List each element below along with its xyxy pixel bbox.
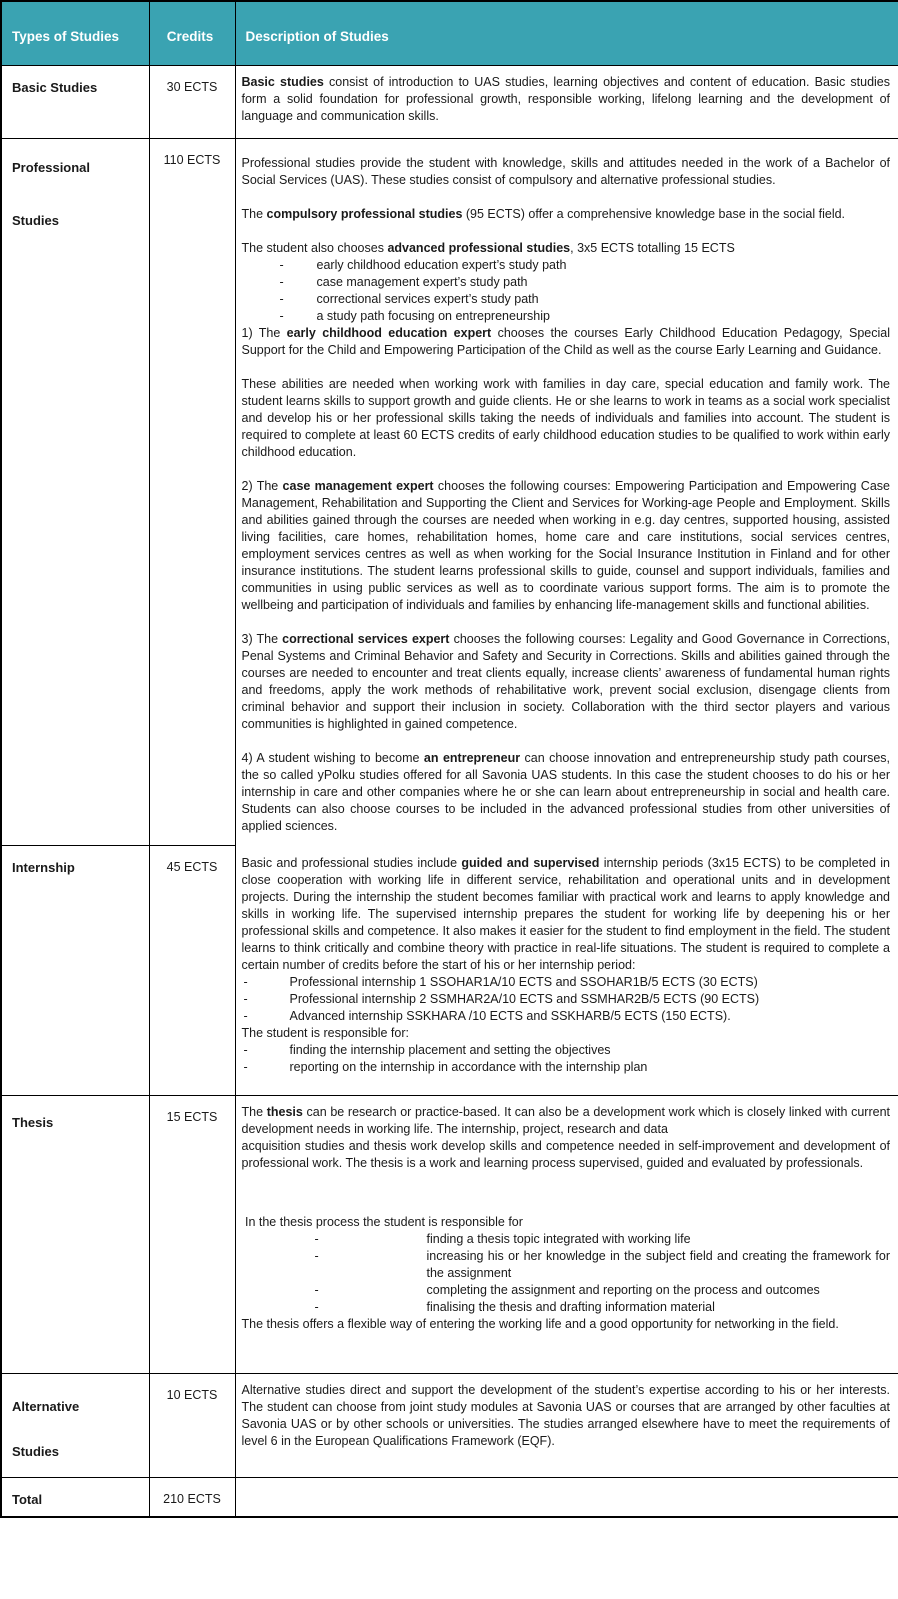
dash-bullet: - — [314, 1299, 319, 1314]
text-run: can choose innovation and entrepreneurship study path courses, the so called yPolku studies offered for all Savonia UAS students. In this case the student chooses to do his or her internship in care and other companies where he or she can learn about entrepreneurship in social and health care. Students can also choose courses to be included in the advanced professional studies from other universities of applied sciences. — [241, 751, 891, 833]
dash-bullet: - — [314, 1282, 319, 1297]
table-row — [1, 845, 898, 1095]
text-run: internship periods (3x15 ECTS) to be completed in close cooperation with working life in different service, rehabilitation and operational units and in development projects. During the internship the student becomes familiar with practical work and learns to apply knowledge and skills in working life. The supervised internship prepares the student for working life by deepening his or her professional skills and competence. It also makes it easier for the student to find employment in the field. The student learns to think critically and combine theory with practice in real-life situations. The student is required to complete a certain number of credits before the start of his or her internship period: — [241, 856, 891, 972]
list-item-text: correctional services expert’s study path — [316, 292, 539, 306]
text-run: chooses the following courses: Legality and Good Governance in Corrections, Penal Systems and Criminal Behavior and Safety and Security in Corrections. Skills and abilities gained through the courses are needed to encounter and treat clients equally, increase clients’ awareness of fundamental human rights and freedoms, apply the work methods of rehabilitative work, prevent social exclusion, disengage clients from criminal behavior and support their inclusion in society. Collaboration with the third sector players and various communities is highlighted in gained competence. — [241, 632, 891, 731]
dash-bullet: - — [279, 309, 284, 323]
list-item-text: finding the internship placement and setting the objectives — [289, 1043, 611, 1057]
dash-bullet: - — [314, 1248, 319, 1263]
bold-text: Basic studies — [241, 75, 324, 89]
credits-value: 210 ECTS — [163, 1491, 221, 1506]
table-row — [1, 1095, 898, 1373]
bold-text: compulsory professional studies — [266, 207, 463, 221]
header-row — [1, 1, 898, 66]
study-type-cell — [1, 1477, 149, 1517]
study-type-label: Basic Studies — [12, 80, 98, 95]
list-item — [242, 1282, 891, 1299]
dash-bullet: - — [243, 975, 248, 989]
paragraph — [242, 1104, 891, 1138]
study-type-label: Alternative — [12, 1398, 80, 1414]
bold-text: correctional services expert — [282, 632, 450, 646]
dash-bullet: - — [243, 1009, 248, 1023]
list-item-text: Professional internship 2 SSMHAR2A/10 ECTS and SSMHAR2B/5 ECTS (90 ECTS) — [289, 992, 760, 1006]
list-item — [242, 274, 891, 291]
text-run: can be research or practice-based. It can also be a development work which is closely linked with current development needs in working life. The internship, project, research and data — [241, 1104, 891, 1136]
list-item-text: finalising the thesis and drafting information material — [426, 1299, 715, 1314]
bullet-list — [242, 974, 891, 1025]
credits-cell — [149, 139, 235, 846]
credits-cell — [149, 1477, 235, 1517]
list-item-text: increasing his or her knowledge in the subject field and creating the framework for the assignment — [426, 1248, 890, 1280]
credits-value: 45 ECTS — [166, 859, 218, 874]
credits-value: 10 ECTS — [166, 1387, 218, 1402]
text-run: , 3x5 ECTS totalling 15 ECTS — [570, 241, 735, 255]
paragraph — [242, 74, 891, 125]
list-item-text: a study path focusing on entrepreneurship — [316, 309, 550, 323]
dash-bullet: - — [243, 992, 248, 1006]
list-item — [242, 1231, 891, 1248]
list-item — [242, 1059, 891, 1076]
credits-cell — [149, 845, 235, 1095]
list-item — [242, 991, 891, 1008]
study-type-label: Thesis — [12, 1114, 54, 1130]
paragraph — [242, 1382, 891, 1450]
table-row — [1, 139, 898, 846]
paragraph — [242, 1316, 891, 1333]
dash-bullet: - — [314, 1231, 319, 1246]
credits-value: 110 ECTS — [163, 153, 221, 167]
list-item — [242, 291, 891, 308]
text-run: 4) A student wishing to become — [241, 751, 424, 765]
bold-text: thesis — [266, 1104, 303, 1119]
list-item — [242, 1042, 891, 1059]
table-row — [1, 1373, 898, 1477]
list-item-text: early childhood education expert’s study path — [316, 258, 567, 272]
text-run: acquisition studies and thesis work develop skills and competence needed in self-improvement and development of professional work. The thesis is a work and learning process supervised, guided and evaluated by professionals. — [241, 1138, 890, 1170]
header-credits: Credits — [149, 1, 235, 66]
study-type-cell — [1, 139, 149, 846]
table-row — [1, 1477, 898, 1517]
list-item-text: Advanced internship SSKHARA /10 ECTS and SSKHARB/5 ECTS (150 ECTS). — [289, 1009, 731, 1023]
text-run: Professional studies provide the student with knowledge, skills and attitudes needed in the work of a Bachelor of Social Services (UAS). These studies consist of compulsory and alternative professional studies. — [241, 156, 890, 187]
study-type-cell — [1, 66, 149, 139]
list-item — [242, 308, 891, 325]
credits-value: 30 ECTS — [166, 80, 218, 94]
text-run: In the thesis process the student is responsible for — [241, 1214, 523, 1229]
text-run: 1) The — [241, 326, 287, 340]
credits-value: 15 ECTS — [166, 1109, 218, 1124]
paragraph — [242, 478, 891, 614]
credits-cell — [149, 66, 235, 139]
study-type-label: Total — [12, 1491, 43, 1507]
text-run: consist of introduction to UAS studies, learning objectives and content of education. Basic studies form a solid foundation for professional growth, responsible working, lifelong learning and the development of language and communication skills. — [241, 75, 891, 123]
bullet-list — [242, 257, 891, 325]
bullet-list — [242, 1042, 891, 1076]
header-types-of-studies: Types of Studies — [1, 1, 149, 66]
study-type-label: Internship — [12, 859, 75, 875]
paragraph — [242, 631, 891, 733]
paragraph — [242, 1025, 891, 1042]
description-cell — [235, 66, 898, 139]
paragraph — [242, 155, 891, 189]
credits-cell — [149, 1373, 235, 1477]
text-run: Alternative studies direct and support the development of the student’s expertise according to his or her interests. The student can choose from joint study modules at Savonia UAS or courses that are arranged by other faculties at Savonia UAS or by other schools or universities. The studies arranged elsewhere have to meet the requirements of level 6 in the European Qualifications Framework (EQF). — [241, 1382, 890, 1448]
text-run: The — [241, 1104, 267, 1119]
table-row — [1, 66, 898, 139]
text-run: The student also chooses — [241, 241, 388, 255]
description-cell — [235, 1477, 898, 1517]
study-type-label: Professional — [12, 160, 91, 175]
list-item — [242, 974, 891, 991]
list-item — [242, 1299, 891, 1316]
text-run: 3) The — [241, 632, 283, 646]
paragraph — [242, 1138, 891, 1172]
study-type-cell — [1, 845, 149, 1095]
text-run: The thesis offers a flexible way of entering the working life and a good opportunity for networking in the field. — [241, 1316, 839, 1331]
paragraph — [242, 855, 891, 974]
paragraph — [242, 1214, 891, 1231]
text-run: These abilities are needed when working work with families in day care, special education and family work. The student learns skills to support growth and guide clients. He or she learns to work in teams as a social work specialist and develop his or her professional skills taking the needs of individuals and families into account. The student is required to complete at least 60 ECTS credits of early childhood education studies to be qualified to work within early childhood education. — [241, 377, 890, 459]
description-cell — [235, 1373, 898, 1477]
dash-bullet: - — [243, 1060, 248, 1074]
text-run: chooses the courses Early Childhood Education Pedagogy, Special Support for the Child and Empowering Participation of the Child as well as the course Early Learning and Guidance. — [241, 326, 891, 357]
study-type-cell — [1, 1373, 149, 1477]
dash-bullet: - — [279, 292, 284, 306]
study-type-label: Studies — [12, 213, 59, 228]
paragraph — [242, 240, 891, 257]
bold-text: advanced professional studies — [387, 241, 571, 255]
list-item-text: Professional internship 1 SSOHAR1A/10 ECTS and SSOHAR1B/5 ECTS (30 ECTS) — [289, 975, 758, 989]
list-item-text: finding a thesis topic integrated with working life — [426, 1231, 691, 1246]
list-item-text: reporting on the internship in accordance with the internship plan — [289, 1060, 648, 1074]
list-item — [242, 257, 891, 274]
dash-bullet: - — [243, 1043, 248, 1057]
study-type-label: Studies — [12, 1443, 59, 1459]
bullet-list — [242, 1231, 891, 1316]
text-run: The — [241, 207, 267, 221]
text-run: Basic and professional studies include — [241, 856, 462, 870]
description-cell — [235, 139, 898, 846]
bold-text: case management expert — [282, 479, 434, 493]
dash-bullet: - — [279, 258, 284, 272]
paragraph — [242, 376, 891, 461]
bold-text: an entrepreneur — [423, 751, 521, 765]
table-header — [1, 1, 898, 66]
bold-text: early childhood education expert — [286, 326, 492, 340]
text-run: The student is responsible for: — [241, 1026, 409, 1040]
header-description-of-studies: Description of Studies — [235, 1, 898, 66]
list-item — [242, 1008, 891, 1025]
text-run: 2) The — [241, 479, 283, 493]
description-cell — [235, 1095, 898, 1373]
list-item — [242, 1248, 891, 1282]
text-run: chooses the following courses: Empowering Participation and Empowering Case Management, Rehabilitation and Supporting the Client and Services for Working-age People and Employment. Skills and abilities gained through the courses are needed when working in e.g. day centres, supported housing, assisted living facilities, care homes, rehabilitation homes, home care and care institutions, social services centres, employment services centres as well as when working for the Social Insurance Institution in Finland and for other insurance institutions. The student learns professional skills to guide, counsel and support individuals, families and communities in using public services as well as to coordinate various support forms. The aim is to promote the wellbeing and participation of individuals and families by enhancing life-management skills and functional abilities. — [241, 479, 890, 612]
text-run: (95 ECTS) offer a comprehensive knowledge base in the social field. — [462, 207, 846, 221]
credits-cell — [149, 1095, 235, 1373]
description-cell — [235, 845, 898, 1095]
bold-text: guided and supervised — [461, 856, 600, 870]
table-body — [1, 66, 898, 1518]
paragraph — [242, 325, 891, 359]
list-item-text: case management expert’s study path — [316, 275, 528, 289]
dash-bullet: - — [279, 275, 284, 289]
study-type-cell — [1, 1095, 149, 1373]
list-item-text: completing the assignment and reporting on the process and outcomes — [426, 1282, 820, 1297]
paragraph — [242, 206, 891, 223]
paragraph — [242, 750, 891, 835]
